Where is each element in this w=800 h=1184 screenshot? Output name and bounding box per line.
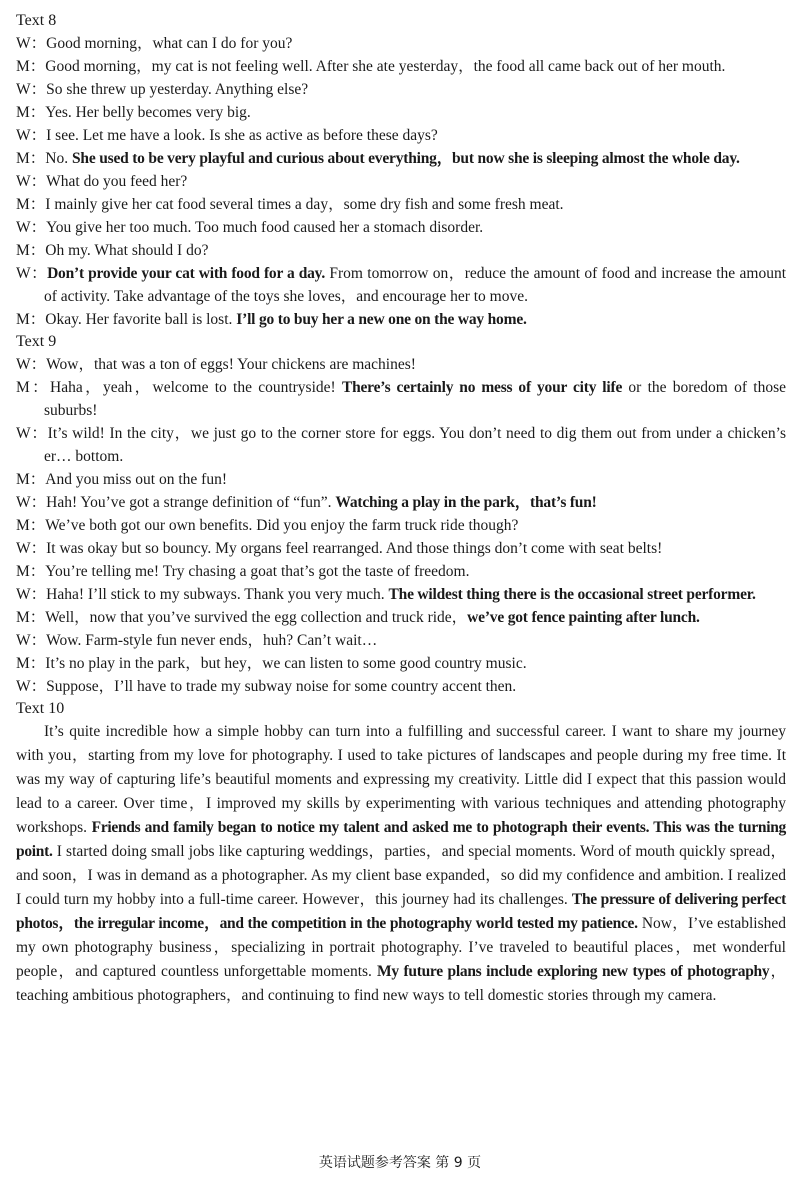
speaker-label: W： xyxy=(16,173,47,190)
answer-highlight: Watching a play in the park，that’s fun! xyxy=(335,494,597,511)
transcript-text: From tomorrow on，reduce the amount of food and increase the amount of activity. Take advantage of the toys she loves，and encourage her to move. xyxy=(44,265,786,305)
answer-key-page xyxy=(16,10,786,1008)
speaker-label: M： xyxy=(16,563,46,580)
speaker-label: W： xyxy=(16,35,47,52)
answer-highlight: The wildest thing there is the occasional street performer. xyxy=(388,586,756,603)
answer-highlight: She used to be very playful and curious about everything，but now she is sleeping almost the whole day. xyxy=(72,150,740,167)
dialogue-line xyxy=(16,32,786,55)
transcript-text: Wow. Farm-style fun never ends，huh? Can’t wait… xyxy=(46,632,378,649)
transcript-text: It was okay but so bouncy. My organs feel rearranged. And those things don’t come with seat belts! xyxy=(46,540,663,557)
dialogue-line xyxy=(16,193,786,216)
speaker-label: W： xyxy=(16,678,47,695)
dialogue-line xyxy=(16,606,786,629)
transcript-text: It’s wild! In the city，we just go to the corner store for eggs. You don’t need to dig them out from under a chicken’s er… bottom. xyxy=(44,425,786,465)
transcript-text: ，teaching ambitious photographers，and continuing to find new ways to tell domestic stories through my camera. xyxy=(16,963,786,1004)
transcript-text: Suppose，I’ll have to trade my subway noise for some country accent then. xyxy=(46,678,517,695)
transcript-text: I started doing small jobs like capturing weddings，parties，and special moments. Word of mouth quickly spread，and soon，I was in demand as a photographer. As my client base expanded，so did my confidence and ambition. I realized I could turn my hobby into a full-time career. However，this journey had its challenges. xyxy=(16,843,786,908)
transcript-text: Haha! I’ll stick to my subways. Thank you very much. xyxy=(46,586,389,603)
speaker-label: M： xyxy=(16,379,51,396)
speaker-label: M： xyxy=(16,150,46,167)
transcript-text: No. xyxy=(45,150,72,167)
dialogue-line xyxy=(16,216,786,239)
dialogue-line xyxy=(16,55,786,78)
text9-dialogue xyxy=(16,353,786,698)
dialogue-line xyxy=(16,124,786,147)
text10-passage xyxy=(16,720,786,1008)
transcript-text: Good morning，what can I do for you? xyxy=(46,35,293,52)
transcript-text: So she threw up yesterday. Anything else? xyxy=(46,81,309,98)
transcript-text: Yes. Her belly becomes very big. xyxy=(45,104,251,121)
transcript-text: Wow，that was a ton of eggs! Your chickens are machines! xyxy=(46,356,416,373)
speaker-label: M： xyxy=(16,242,46,259)
transcript-text: You give her too much. Too much food caused her a stomach disorder. xyxy=(46,219,484,236)
speaker-label: W： xyxy=(16,265,48,282)
transcript-text: We’ve both got our own benefits. Did you enjoy the farm truck ride though? xyxy=(45,517,519,534)
transcript-text: What do you feed her? xyxy=(46,173,188,190)
dialogue-line xyxy=(16,101,786,124)
transcript-text: Well，now that you’ve survived the egg collection and truck ride， xyxy=(45,609,468,626)
dialogue-line xyxy=(16,514,786,537)
text8-heading: Text 8 xyxy=(16,12,57,29)
transcript-text: or the boredom of those suburbs! xyxy=(44,379,786,419)
transcript-text: Haha，yeah，welcome to the countryside! xyxy=(50,379,342,396)
speaker-label: W： xyxy=(16,632,47,649)
speaker-label: M： xyxy=(16,655,46,672)
transcript-text: You’re telling me! Try chasing a goat that’s got the taste of freedom. xyxy=(45,563,470,580)
dialogue-line xyxy=(16,239,786,262)
dialogue-line xyxy=(16,262,786,308)
transcript-text: I mainly give her cat food several times a day，some dry fish and some fresh meat. xyxy=(45,196,564,213)
text8-dialogue xyxy=(16,32,786,331)
answer-highlight: There’s certainly no mess of your city life xyxy=(341,379,623,396)
answer-highlight: The pressure of delivering perfect photos，the irregular income，and the competition in the photography world tested my patience. xyxy=(16,891,786,932)
dialogue-line xyxy=(16,376,786,422)
speaker-label: M： xyxy=(16,58,46,75)
speaker-label: M： xyxy=(16,471,46,488)
transcript-text: Okay. Her favorite ball is lost. xyxy=(45,311,237,328)
dialogue-line xyxy=(16,147,786,170)
dialogue-line xyxy=(16,629,786,652)
transcript-text: Hah! You’ve got a strange definition of “fun”. xyxy=(46,494,336,511)
answer-highlight: we’ve got fence painting after lunch. xyxy=(467,609,700,626)
dialogue-line xyxy=(16,308,786,331)
page-footer: 英语试题参考答案 第 9 页 xyxy=(318,1155,482,1171)
dialogue-line xyxy=(16,583,786,606)
speaker-label: W： xyxy=(16,81,47,98)
speaker-label: W： xyxy=(16,494,47,511)
dialogue-line xyxy=(16,652,786,675)
answer-highlight: Friends and family began to notice my talent and asked me to photograph their events. This was the turning point. xyxy=(16,819,786,860)
speaker-label: W： xyxy=(16,127,47,144)
dialogue-line xyxy=(16,491,786,514)
dialogue-line xyxy=(16,170,786,193)
speaker-label: W： xyxy=(16,425,48,442)
speaker-label: W： xyxy=(16,356,47,373)
answer-highlight: My future plans include exploring new types of photography xyxy=(377,963,770,980)
speaker-label: W： xyxy=(16,540,47,557)
answer-highlight: I’ll go to buy her a new one on the way home. xyxy=(236,311,527,328)
speaker-label: W： xyxy=(16,219,47,236)
dialogue-line xyxy=(16,675,786,698)
transcript-text: It’s no play in the park，but hey，we can listen to some good country music. xyxy=(45,655,527,672)
transcript-text: Oh my. What should I do? xyxy=(45,242,209,259)
speaker-label: M： xyxy=(16,609,46,626)
dialogue-line xyxy=(16,468,786,491)
transcript-text: And you miss out on the fun! xyxy=(45,471,227,488)
transcript-text: Now，I’ve established my own photography business，specializing in portrait photography. I’ve traveled to beautiful places，met wonderful people，and captured countless unforgettable moments. xyxy=(16,915,786,980)
text10-heading: Text 10 xyxy=(16,700,65,717)
dialogue-line xyxy=(16,537,786,560)
speaker-label: M： xyxy=(16,311,46,328)
answer-highlight: Don’t provide your cat with food for a day. xyxy=(47,265,326,282)
transcript-text: Good morning，my cat is not feeling well. After she ate yesterday，the food all came back out of her mouth. xyxy=(45,58,726,75)
transcript-text: I see. Let me have a look. Is she as active as before these days? xyxy=(46,127,438,144)
speaker-label: W： xyxy=(16,586,47,603)
dialogue-line xyxy=(16,78,786,101)
text9-heading: Text 9 xyxy=(16,333,57,350)
dialogue-line xyxy=(16,560,786,583)
dialogue-line xyxy=(16,353,786,376)
transcript-text: It’s quite incredible how a simple hobby can turn into a fulfilling and successful career. I want to share my journey with you，starting from my love for photography. I used to take pictures of landscapes and people during my free time. It was my way of capturing life’s beautiful moments and expressing my creativity. Little did I expect that this passion would lead to a career. Over time，I improved my skills by experimenting with various techniques and attending photography workshops. xyxy=(16,723,786,836)
dialogue-line xyxy=(16,422,786,468)
speaker-label: M： xyxy=(16,104,46,121)
speaker-label: M： xyxy=(16,196,46,213)
speaker-label: M： xyxy=(16,517,46,534)
